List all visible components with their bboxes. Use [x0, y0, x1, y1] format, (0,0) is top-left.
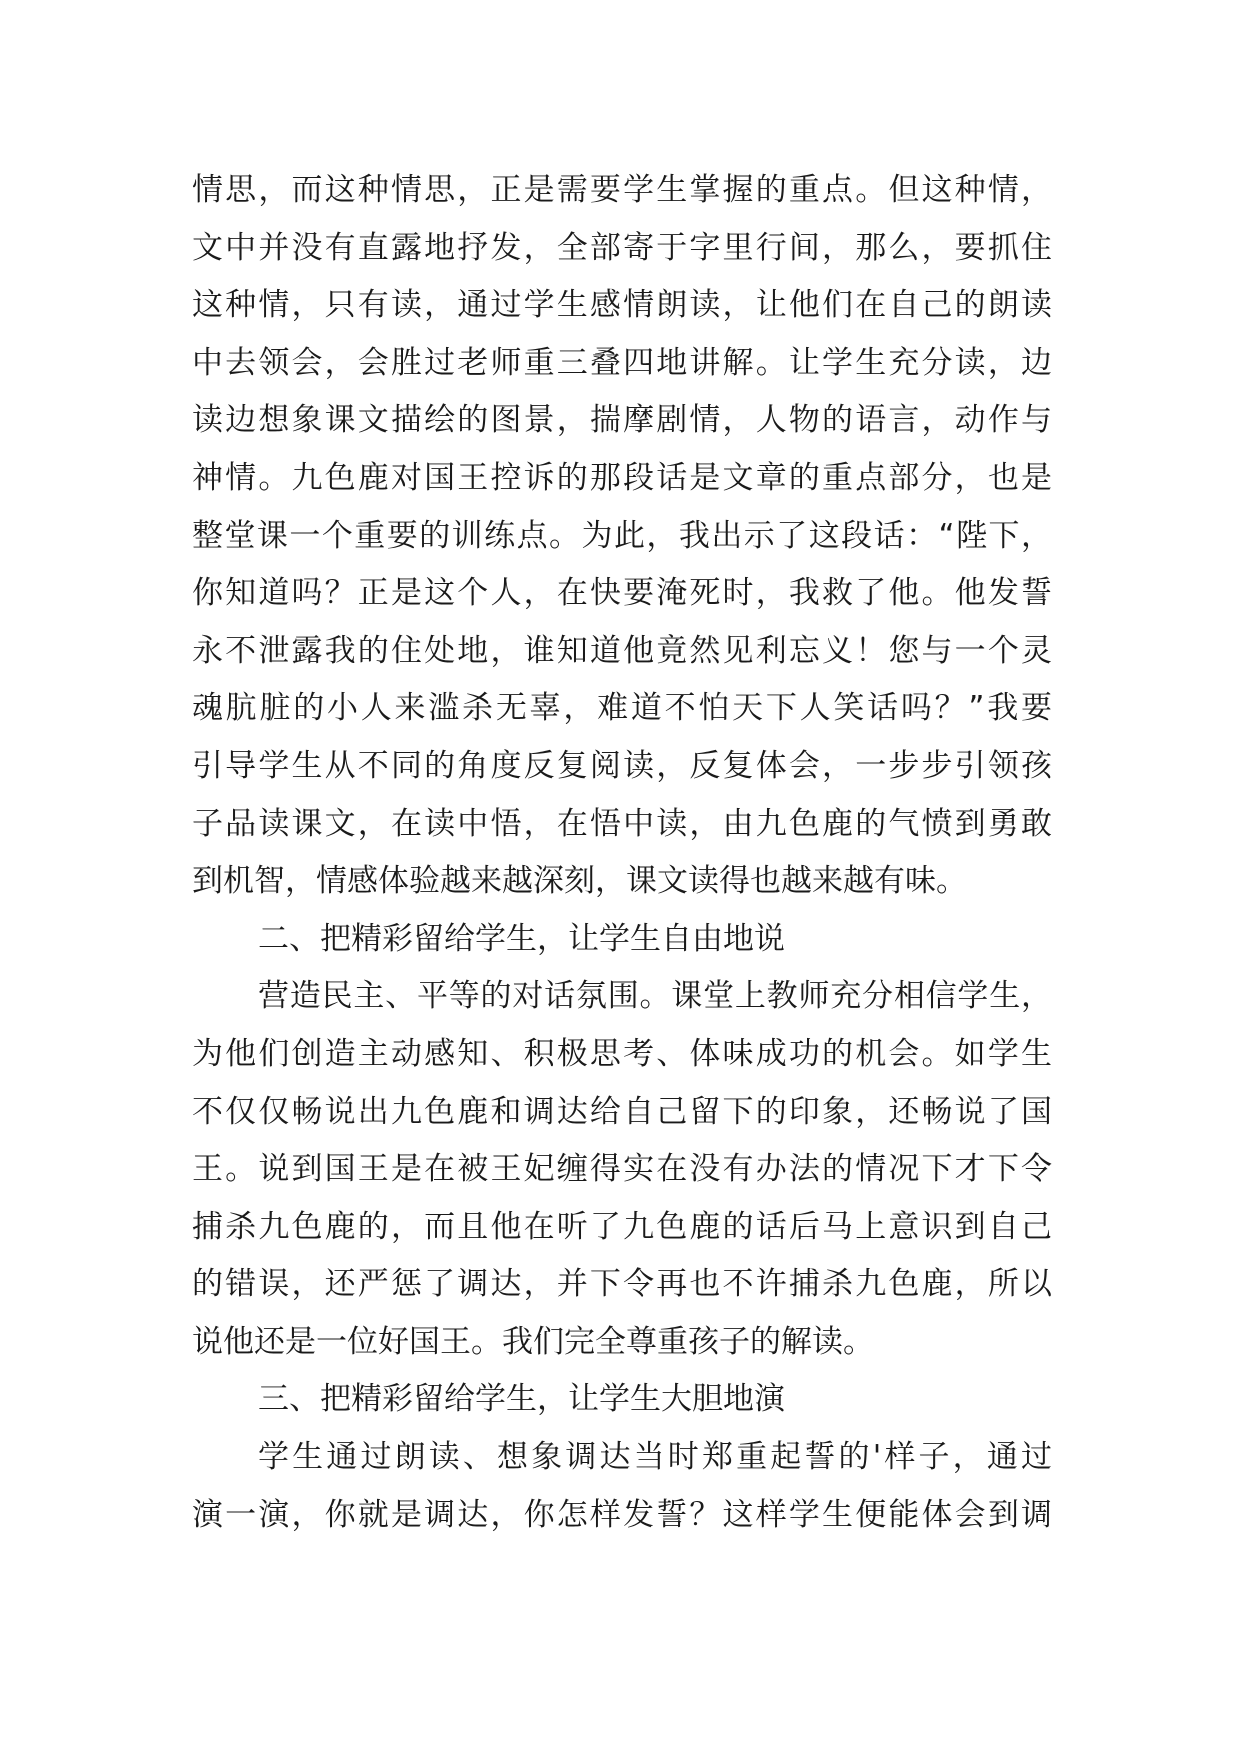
text-line: 文中并没有直露地抒发，全部寄于字里行间，那么，要抓住 — [192, 229, 1052, 266]
text-line: 永不泄露我的住处地，谁知道他竟然见利忘义！您与一个灵 — [192, 632, 1052, 669]
text-line: 说他还是一位好国王。我们完全尊重孩子的解读。 — [192, 1323, 874, 1360]
text-line: 这种情，只有读，通过学生感情朗读，让他们在自己的朗读 — [192, 287, 1052, 324]
text-line: 不仅仅畅说出九色鹿和调达给自己留下的印象，还畅说了国 — [192, 1093, 1052, 1130]
text-line: 中去领会，会胜过老师重三叠四地讲解。让学生充分读，边 — [192, 344, 1052, 381]
text-line: 三、把精彩留给学生，让学生大胆地演 — [258, 1381, 785, 1418]
body-text — [192, 162, 1052, 1544]
text-line: 读边想象课文描绘的图景，揣摩剧情，人物的语言，动作与 — [192, 402, 1052, 439]
text-line: 引导学生从不同的角度反复阅读，反复体会，一步步引领孩 — [192, 747, 1052, 784]
text-line: 子品读课文，在读中悟，在悟中读，由九色鹿的气愤到勇敢 — [192, 805, 1052, 842]
text-line: 魂肮脏的小人来滥杀无辜，难道不怕天下人笑话吗？”我要 — [192, 690, 1052, 727]
text-line: 你知道吗？正是这个人，在快要淹死时，我救了他。他发誓 — [192, 575, 1052, 612]
text-line: 为他们创造主动感知、积极思考、体味成功的机会。如学生 — [192, 1035, 1052, 1072]
text-line: 营造民主、平等的对话氛围。课堂上教师充分相信学生， — [258, 978, 1052, 1015]
text-line: 捕杀九色鹿的，而且他在听了九色鹿的话后马上意识到自己 — [192, 1208, 1052, 1245]
text-line: 情思，而这种情思，正是需要学生掌握的重点。但这种情， — [192, 172, 1052, 208]
text-line: 演一演，你就是调达，你怎样发誓？这样学生便能体会到调 — [192, 1496, 1052, 1533]
text-line: 学生通过朗读、想象调达当时郑重起誓的'样子，通过 — [258, 1439, 1052, 1476]
text-line: 二、把精彩留给学生，让学生自由地说 — [258, 920, 785, 957]
text-line: 神情。九色鹿对国王控诉的那段话是文章的重点部分，也是 — [192, 459, 1052, 496]
text-line: 到机智，情感体验越来越深刻，课文读得也越来越有味。 — [192, 863, 967, 900]
text-line: 整堂课一个重要的训练点。为此，我出示了这段话：“陛下， — [192, 517, 1052, 554]
text-line: 王。说到国王是在被王妃缠得实在没有办法的情况下才下令 — [192, 1151, 1052, 1188]
text-line: 的错误，还严惩了调达，并下令再也不许捕杀九色鹿，所以 — [192, 1266, 1052, 1303]
